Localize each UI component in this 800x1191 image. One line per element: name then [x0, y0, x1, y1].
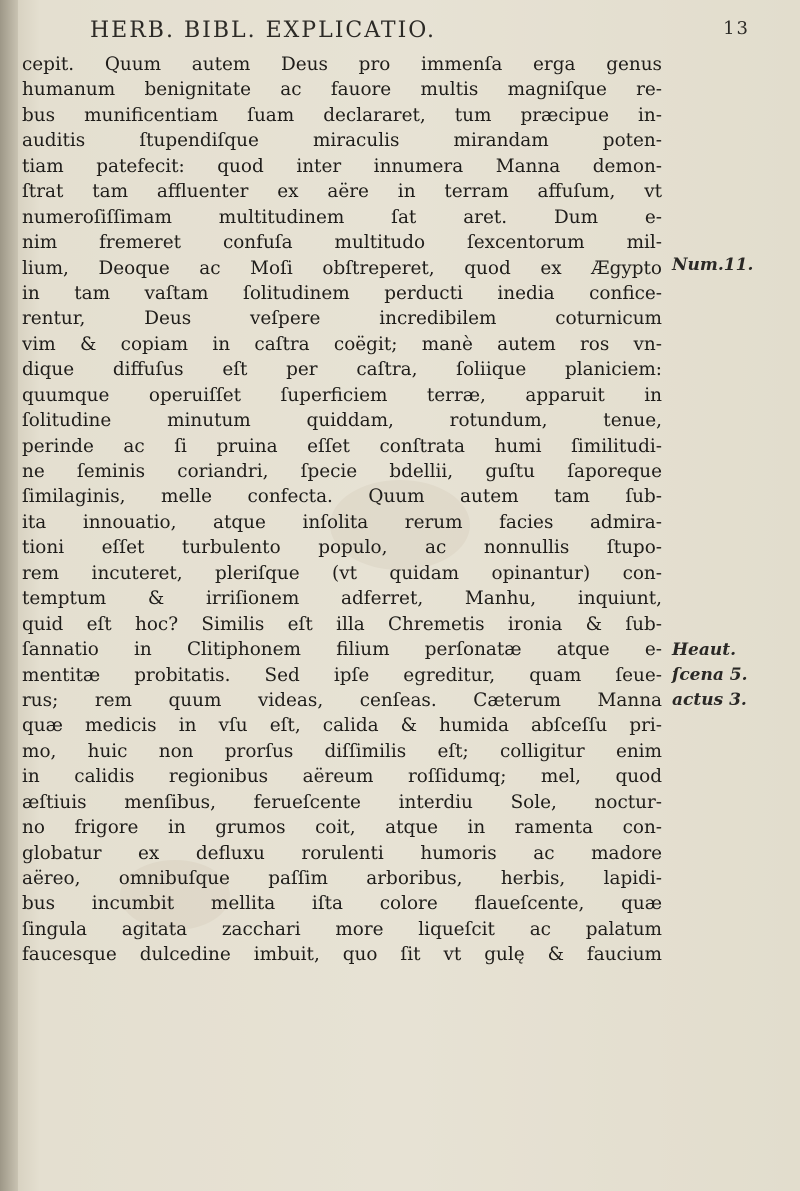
text-line: aëreo, omnibuſque paſſim arboribus, herbis, lapidi-: [22, 868, 662, 889]
text-line: ſimilaginis, melle confecta. Quum autem tam ſub-: [22, 486, 662, 508]
text-line: auditis ſtupendiſque miraculis mirandam poten-: [22, 130, 662, 152]
text-line: quumque operuiſſet ſuperficiem terræ, apparuit in: [22, 384, 662, 406]
text-line: ſingula agitata zacchari more liqueſcit ac palatum: [22, 918, 662, 940]
margin-note-scena: ſcena 5.: [672, 665, 748, 685]
text-line: rem incuteret, pleriſque (vt quidam opinantur) con-: [22, 562, 662, 584]
text-line: bus munificentiam ſuam declararet, tum præcipue in-: [22, 104, 662, 126]
text-line: ita innouatio, atque inſolita rerum facies admira-: [22, 511, 662, 533]
text-line: globatur ex defluxu rorulenti humoris ac madore: [22, 842, 662, 864]
text-line: ſtrat tam affluenter ex aëre in terram affuſum, vt: [22, 181, 662, 203]
running-title: HERB. BIBL. EXPLICATIO.: [90, 18, 437, 43]
binding-gutter: [0, 0, 18, 1191]
text-line: numeroſiſſimam multitudinem ſat aret. Dum e-: [22, 206, 662, 228]
text-line: mo, huic non prorſus diſſimilis eſt; colligitur enim: [22, 740, 662, 762]
text-line: æſtiuis menſibus, feruеſcente interdiu Sole, noctur-: [22, 791, 662, 813]
text-line: quid eſt hoc? Similis eſt illa Chremetis ironia & ſub-: [22, 613, 662, 635]
page-number: 13: [723, 18, 750, 39]
text-line: ſannatio in Clitiphonem filium perſonatæ atque e-: [22, 639, 662, 661]
margin-note-num: Num.11.: [672, 255, 754, 275]
text-line: cepit. Quum autem Deus pro immenſa erga genus: [22, 54, 662, 75]
text-line: in calidis regionibus aëreum roſſidumq; mel, quod: [22, 766, 662, 788]
text-line: rentur, Deus veſpere incredibilem coturnicum: [22, 308, 662, 330]
text-line: in tam vaſtam ſolitudinem perducti inedia confice-: [22, 282, 662, 304]
text-line: nim fremeret confuſa multitudo ſexcentorum mil-: [22, 232, 662, 254]
text-line: quæ medicis in vſu eſt, calida & humida abſceſſu pri-: [22, 715, 662, 737]
text-line: tioni eſſet turbulento populo, ac nonnullis ſtupo-: [22, 537, 662, 559]
text-line: lium, Deoque ac Moſi obſtreperet, quod ex Ægypto: [22, 257, 662, 279]
text-line: vim & copiam in caſtra coëgit; manè autem ros vn-: [22, 333, 662, 355]
text-line: bus incumbit mellita iſta colore flaueſcente, quæ: [22, 893, 662, 915]
text-line: no frigore in grumos coit, atque in ramenta con-: [22, 817, 662, 839]
text-line: ne ſeminis coriandri, ſpecie bdellii, guſtu ſaporeque: [22, 461, 662, 482]
text-line: tiam patefecit: quod inter innumera Manna demon-: [22, 155, 662, 177]
text-line: mentitæ probitatis. Sed ipſe egreditur, quam ſeue-: [22, 664, 662, 686]
text-line: dique diffuſus eſt per caſtra, ſoliique planiciem:: [22, 359, 662, 381]
main-text-block: [22, 52, 662, 968]
text-line: faucesque dulcedine imbuit, quo ſit vt gulę & faucium: [22, 944, 662, 966]
margin-note-actus: actus 3.: [672, 690, 747, 710]
margin-note-heaut: Heaut.: [672, 640, 737, 660]
running-header: [90, 18, 750, 43]
text-line: temptum & irriſionem adferret, Manhu, inquiunt,: [22, 588, 662, 610]
text-line: rus; rem quum videas, cenſeas. Cæterum Manna: [22, 689, 662, 711]
text-line: ſolitudine minutum quiddam, rotundum, tenue,: [22, 410, 662, 432]
text-line: humanum benignitate ac fauore multis magniſque re-: [22, 79, 662, 101]
text-line: perinde ac ſi pruina eſſet conſtrata humi ſimilitudi-: [22, 435, 662, 457]
